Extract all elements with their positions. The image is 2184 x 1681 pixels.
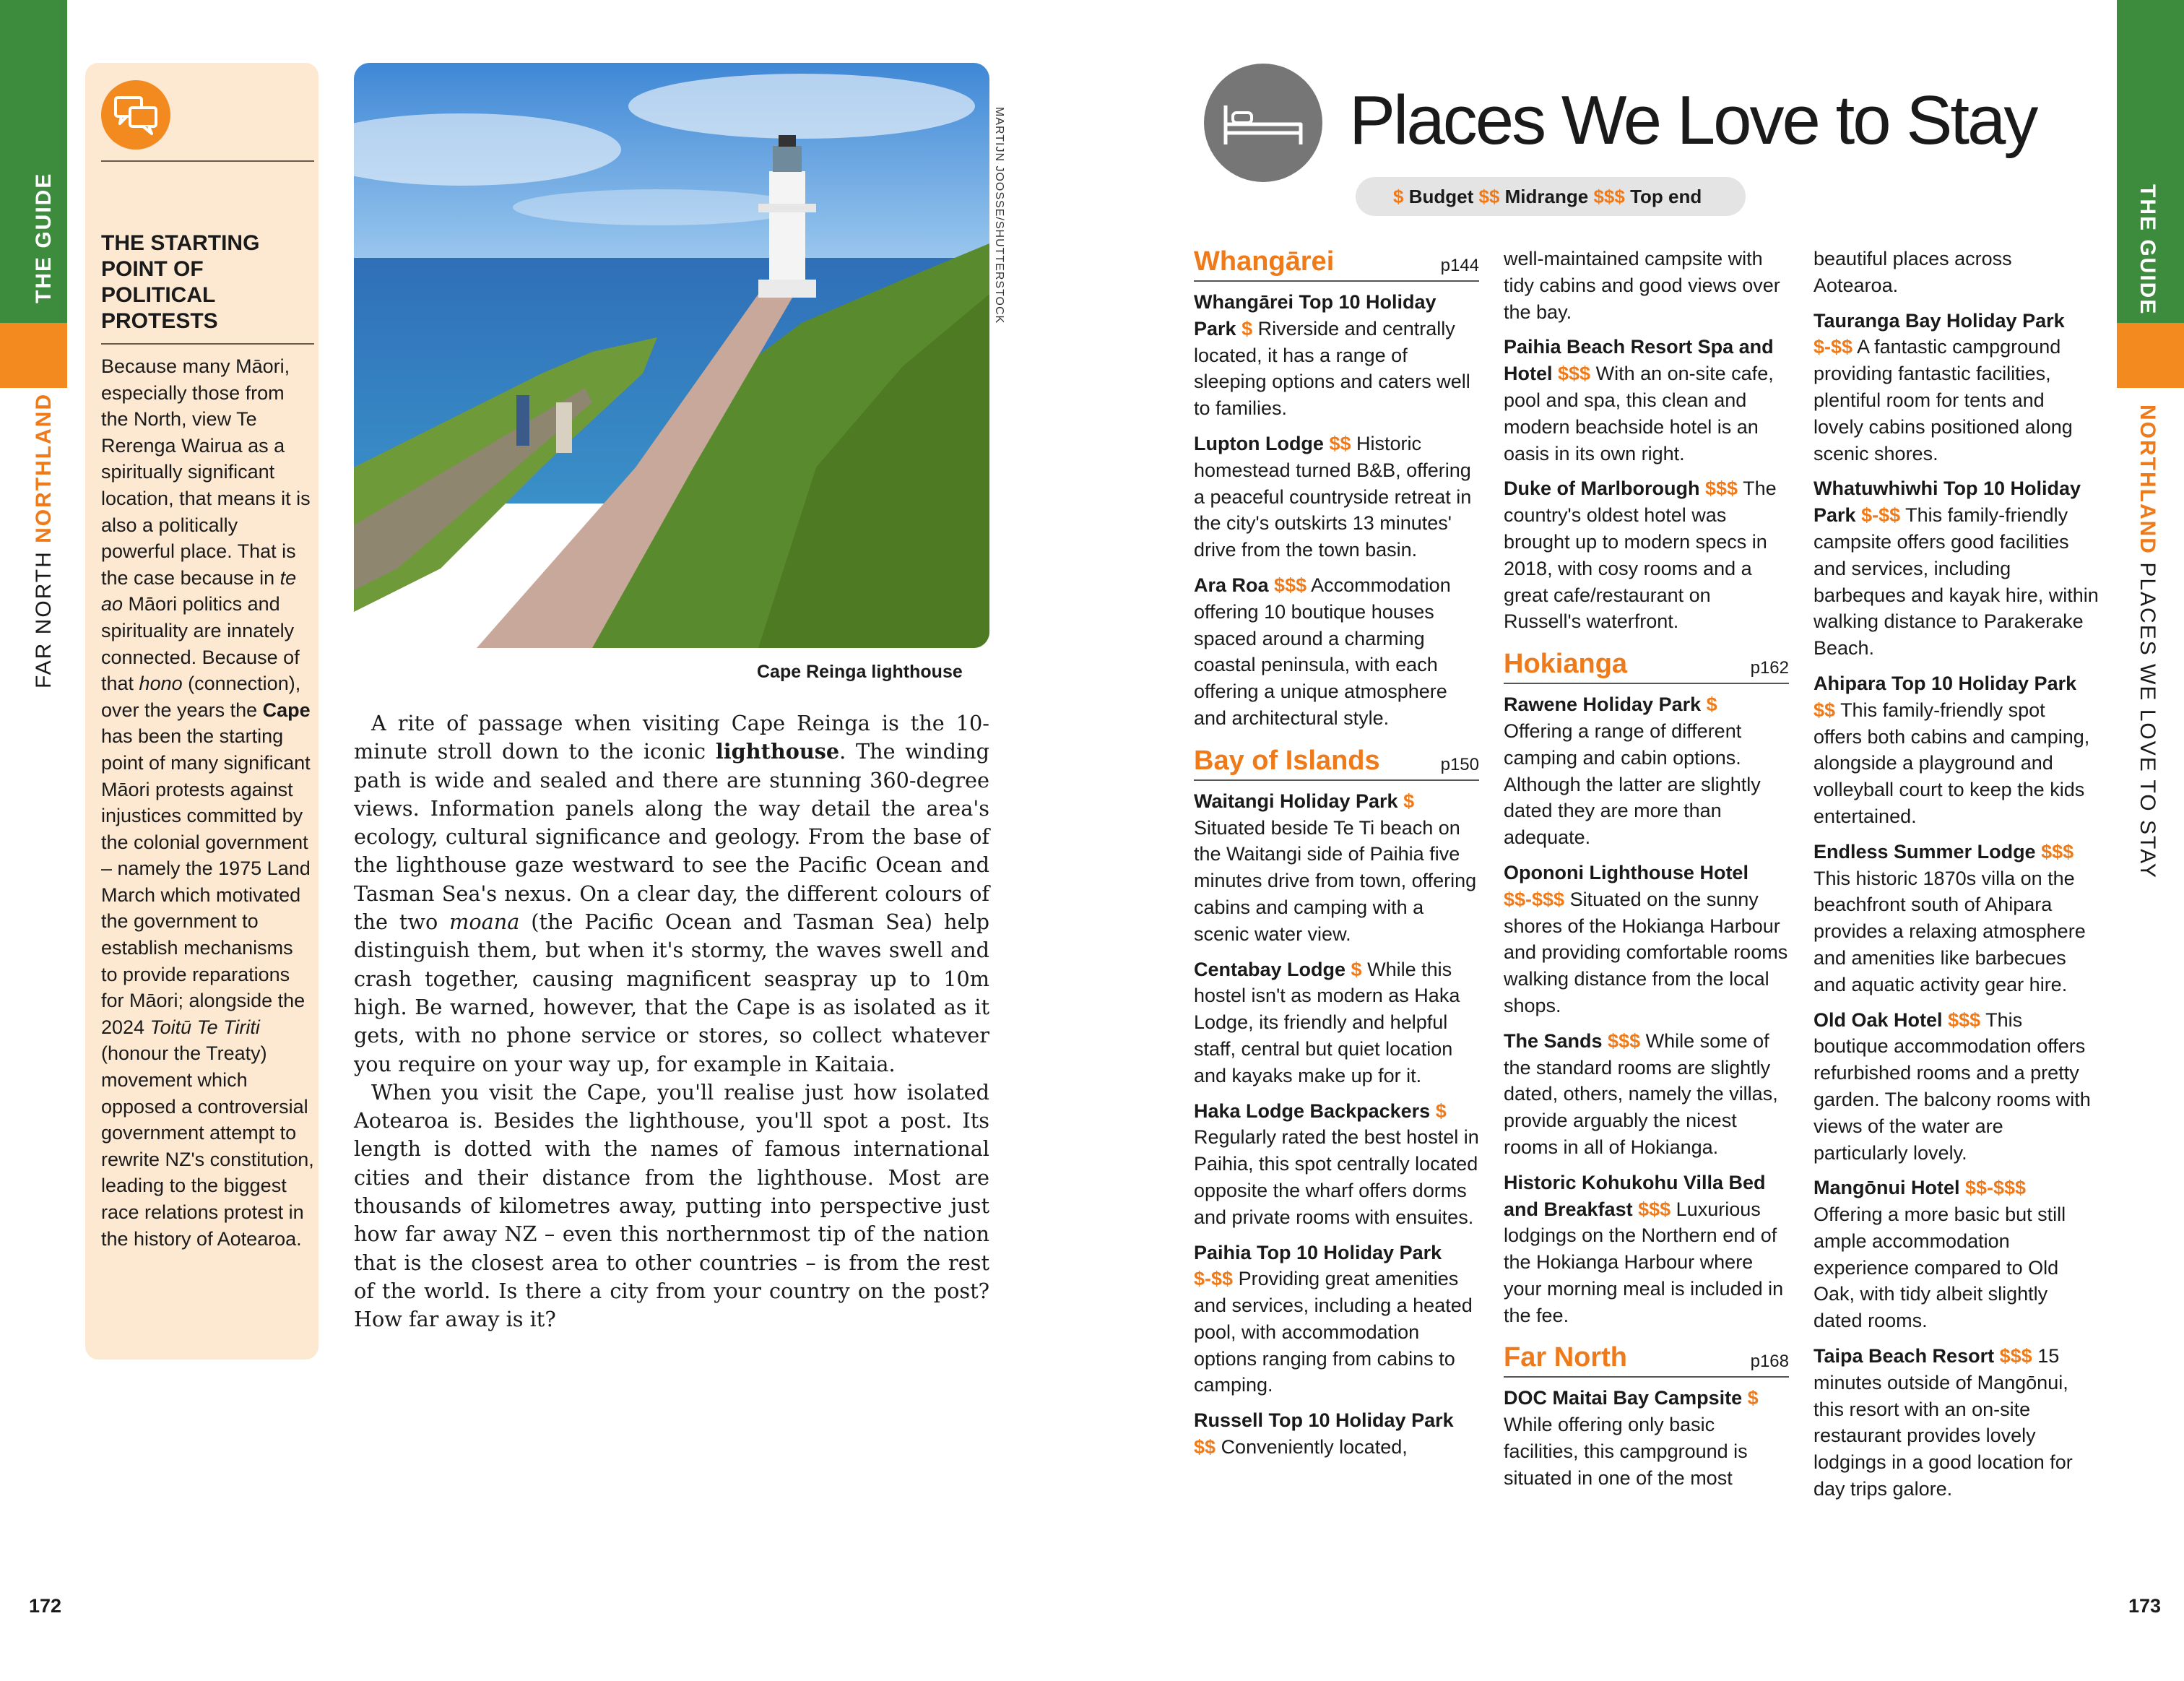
right-section-tab (2117, 323, 2184, 388)
left-section-label: FAR NORTH NORTHLAND (32, 392, 56, 688)
list-item: Opononi Lighthouse Hotel $$-$$$ Situated on the sunny shores of the Hokianga Harbour and providing comfortable rooms walking distance from the local shops. (1504, 861, 1788, 1016)
stay-column-3 (1814, 246, 2099, 1511)
sidebar-body: Because many Māori, especially those from the North, view Te Rerenga Wairua as a spiritually significant location, that means it is also a politically powerful place. That is the case because in te ao Māori politics and spirituality are innately connected. Because of that hono (connection), over the years the Cape has been the starting point of many significant Māori protests against injustices committed by the colonial government – namely the 1975 Land March which motivated the government to establish mechanisms to provide reparations for Māori; alongside the 2024 Toitū Te Tiriti (honour the Treaty) movement which opposed a controversial government attempt to rewrite NZ's constitution, leading to the biggest race relations protest in the history of Aotearoa. (101, 355, 314, 1250)
list-item: Mangōnui Hotel $$-$$$ Offering a more basic but still ample accommodation experience compared to Old Oak, with tidy albeit slightly dated rooms. (1814, 1177, 2066, 1332)
region-header: Hokianga p162 (1504, 648, 1789, 684)
article-paragraph-2: When you visit the Cape, you'll realise just how isolated Aotearoa is. Besides the lighthouse, you'll spot a post. Its length is dotted with the names of famous international cities and their distance from the lighthouse. Most are thousands of kilometres away, putting into perspective just how far away NZ – even this northernmost tip of the nation that is the closest area to other countries – is from the rest of the world. Is there a city from your country on the post? How far away is it? (354, 1079, 989, 1332)
sidebar-heading-rule (101, 343, 314, 345)
photo-caption: Cape Reinga lighthouse (757, 662, 963, 682)
list-item: Whangārei Top 10 Holiday Park $ Riverside and centrally located, it has a range of sleeping options and caters well to families. (1194, 291, 1470, 420)
list-item: Ara Roa $$$ Accommodation offering 10 boutique houses spaced around a charming coastal peninsula, with each offering a unique atmosphere and architectural style. (1194, 574, 1451, 729)
sidebar-box (85, 63, 318, 1360)
sidebar-top-rule (101, 160, 314, 162)
left-guide-label: THE GUIDE (32, 172, 56, 303)
list-item: Whatuwhiwhi Top 10 Holiday Park $-$$ This family-friendly campsite offers good facilities and services, including barbeques and kayak hire, within walking distance to Parakerake Beach. (1814, 477, 2099, 660)
region-header: Bay of Islands p150 (1194, 745, 1479, 781)
list-item: Russell Top 10 Holiday Park $$ Conveniently located, (1194, 1409, 1454, 1459)
photo-credit: MARTIJN JOOSSE/SHUTTERSTOCK (993, 107, 1005, 324)
list-item-continued: well-maintained campsite with tidy cabins and good views over the bay. (1504, 248, 1780, 323)
list-item: DOC Maitai Bay Campsite $ While offering only basic facilities, this campground is situated in one of the most (1504, 1387, 1759, 1489)
region-header: Whangārei p144 (1194, 246, 1479, 282)
list-item: Old Oak Hotel $$$ This boutique accommodation offers refurbished rooms and a pretty garden. The balcony rooms with views of the water are particularly lovely. (1814, 1008, 2091, 1164)
article-paragraph-1: A rite of passage when visiting Cape Reinga is the 10-minute stroll down to the iconic lighthouse. The winding path is wide and sealed and there are stunning 360-degree views. Information panels along the way detail the area's ecology, cultural significance and geology. From the base of the lighthouse gaze westward to see the Pacific Ocean and Tasman Sea's nexus. On a clear day, the different colours of the two moana (the Pacific Ocean and Tasman Sea) help distinguish them, but when it's stormy, the waves swell and crash together, causing magnificent seaspray up to 10m high. Be warned, however, that the Cape is as isolated as it gets, with no phone service or stores, so collect whatever you require on your way up, for example in Kaitaia. (354, 711, 989, 1076)
list-item: Lupton Lodge $$ Historic homestead turned B&B, offering a peaceful countryside retreat in the city's outskirts 13 minutes' drive from the town basin. (1194, 432, 1472, 561)
list-item: Haka Lodge Backpackers $ Regularly rated the best hostel in Paihia, this spot centrally located opposite the wharf offers dorms and private rooms with ensuites. (1194, 1099, 1479, 1228)
sidebar-heading: THE STARTING POINT OF POLITICAL PROTESTS (101, 231, 260, 333)
lighthouse-photo (354, 63, 989, 648)
list-item: Tauranga Bay Holiday Park $-$$ A fantastic campground providing fantastic facilities, plentiful room for tents and lovely cabins positioned along scenic shores. (1814, 309, 2073, 464)
page-number-right: 173 (2128, 1595, 2162, 1617)
list-item: The Sands $$$ While some of the standard rooms are slightly dated, others, namely the villas, provide arguably the nicest rooms in all of Hokianga. (1504, 1029, 1778, 1158)
list-item: Historic Kohukohu Villa Bed and Breakfast $$$ Luxurious lodgings on the Northern end of the Hokianga Harbour where your morning meal is included in the fee. (1504, 1171, 1784, 1326)
page-number-left: 172 (29, 1595, 62, 1617)
list-item: Endless Summer Lodge $$$ This historic 1870s villa on the beachfront south of Ahipara provides a relaxing atmosphere and amenities like barbecues and aquatic activity gear hire. (1814, 840, 2086, 995)
list-item: Taipa Beach Resort $$$ 15 minutes outside of Mangōnui, this resort with an on-site restaurant provides lovely lodgings in a good location for day trips galore. (1814, 1345, 2073, 1500)
list-item-continued: beautiful places across Aotearoa. (1814, 248, 2012, 296)
stay-column-1 (1194, 246, 1479, 1469)
list-item: Rawene Holiday Park $ Offering a range of different camping and cabin options. Although the latter are slightly dated they are more than adequate. (1504, 693, 1761, 849)
bed-icon (1204, 64, 1322, 182)
page-title: Places We Love to Stay (1349, 82, 2037, 159)
list-item: Centabay Lodge $ While this hostel isn't as modern as Haka Lodge, its friendly and helpful staff, central but quiet location and kayaks make up for it. (1194, 958, 1460, 1086)
article-body (354, 709, 989, 1334)
list-item: Paihia Top 10 Holiday Park $-$$ Providing great amenities and services, including a heated pool, with accommodation options ranging from cabins to camping. (1194, 1241, 1473, 1396)
list-item: Duke of Marlborough $$$ The country's oldest hotel was brought up to modern specs in 2018, with cosy rooms and a great cafe/restaurant on Russell's waterfront. (1504, 477, 1777, 633)
list-item: Ahipara Top 10 Holiday Park $$ This family-friendly spot offers both cabins and camping, alongside a playground and volleyball court to keep the kids entertained. (1814, 672, 2090, 827)
stay-column-2 (1504, 246, 1789, 1500)
price-legend: $ Budget $$ Midrange $$$ Top end (1356, 177, 1746, 216)
right-section-label: NORTHLAND PLACES WE LOVE TO STAY (2136, 405, 2159, 879)
left-section-tab (0, 323, 67, 388)
right-guide-label: THE GUIDE (2136, 184, 2159, 316)
list-item: Paihia Beach Resort Spa and Hotel $$$ With an on-site cafe, pool and spa, this clean and modern beachside hotel is an oasis in its own right. (1504, 336, 1774, 464)
speech-bubbles-icon (101, 80, 170, 150)
region-header: Far North p168 (1504, 1341, 1789, 1378)
list-item: Waitangi Holiday Park $ Situated beside Te Ti beach on the Waitangi side of Paihia five minutes drive from town, offering cabins and camping with a scenic water view. (1194, 790, 1477, 945)
